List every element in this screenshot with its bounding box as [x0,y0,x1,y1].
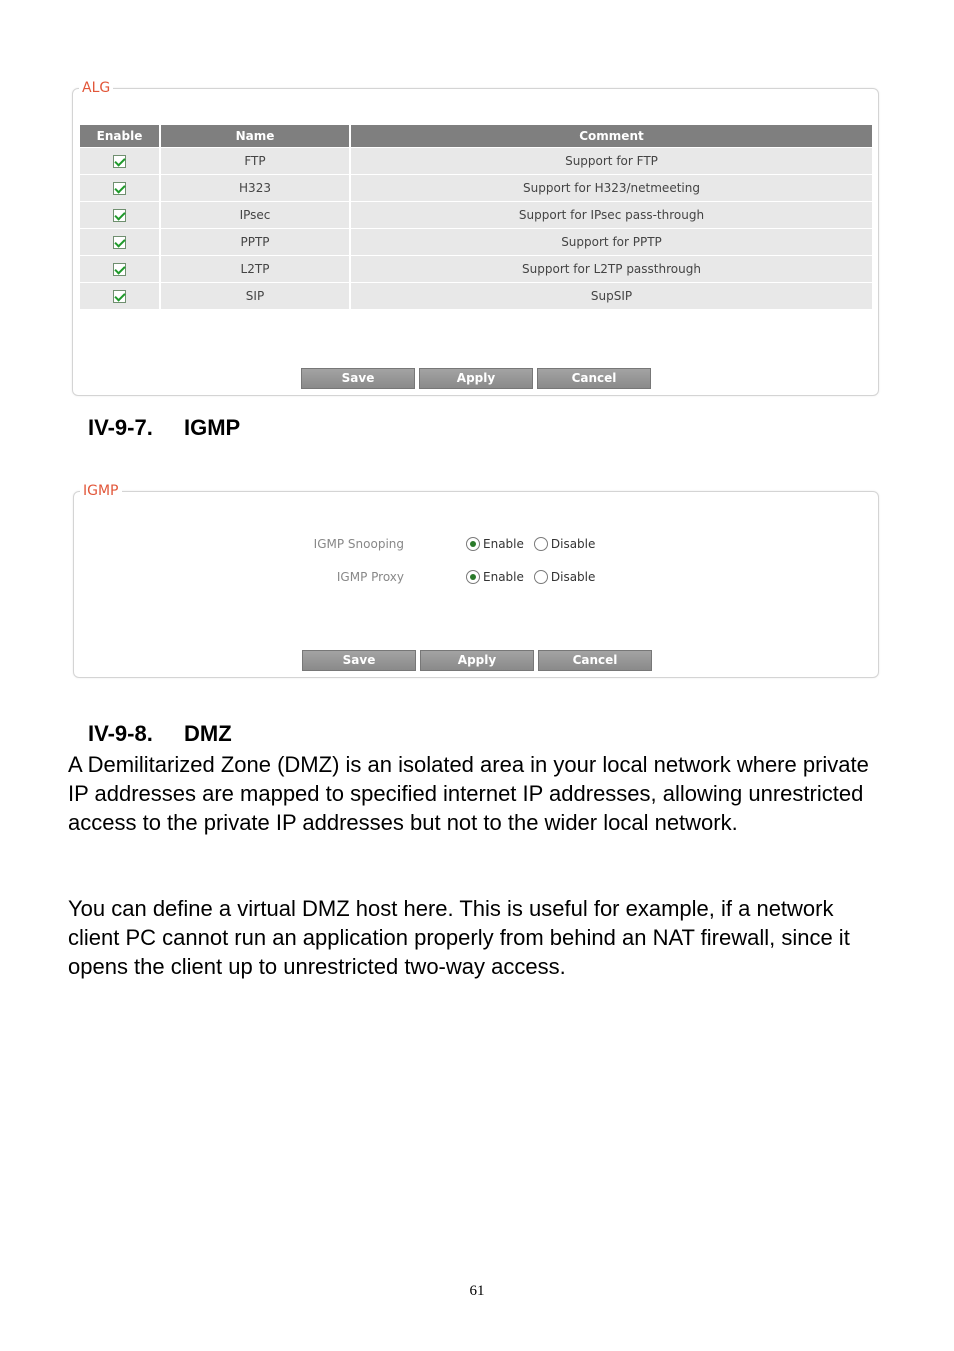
table-row [80,147,872,174]
alg-name: IPsec [160,201,350,228]
igmp-proxy-disable-label: Disable [550,570,596,584]
alg-apply-button[interactable]: Apply [419,368,533,389]
igmp-proxy-radio-group [466,570,605,584]
igmp-proxy-enable-label: Enable [483,570,524,584]
igmp-snooping-disable-radio[interactable] [534,537,548,551]
alg-cancel-button[interactable]: Cancel [537,368,651,389]
alg-header-row [80,125,872,147]
alg-table [80,125,872,310]
enable-checkbox[interactable] [113,236,126,249]
alg-comment: Support for PPTP [350,228,872,255]
dmz-section-heading [88,721,232,747]
enable-checkbox[interactable] [113,155,126,168]
alg-name: FTP [160,147,350,174]
alg-name: SIP [160,282,350,309]
igmp-save-button[interactable]: Save [302,650,416,671]
alg-save-button[interactable]: Save [301,368,415,389]
igmp-proxy-label: IGMP Proxy [336,570,404,584]
enable-checkbox[interactable] [113,290,126,303]
igmp-snooping-label: IGMP Snooping [313,537,404,551]
dmz-section-title: DMZ [184,721,232,746]
dmz-paragraph-2: You can define a virtual DMZ host here. This is useful for example, if a network client PC cannot run an application properly from behind an NAT firewall, since it opens the client up to unrestricted two-way access. [68,896,850,979]
dmz-section-number: IV-9-8. [88,721,153,746]
enable-checkbox[interactable] [113,209,126,222]
igmp-proxy-enable-radio[interactable] [466,570,480,584]
page-number: 61 [469,1283,485,1299]
table-row [80,174,872,201]
alg-button-row [301,368,651,389]
enable-checkbox[interactable] [113,182,126,195]
table-row [80,228,872,255]
alg-comment: Support for L2TP passthrough [350,255,872,282]
igmp-section-title: IGMP [184,415,241,440]
igmp-apply-button[interactable]: Apply [420,650,534,671]
alg-legend: ALG [79,79,113,97]
igmp-button-row [302,650,652,671]
igmp-cancel-button[interactable]: Cancel [538,650,652,671]
igmp-section-number: IV-9-7. [88,415,153,440]
igmp-legend: IGMP [80,482,122,500]
column-header-enable: Enable [80,125,160,147]
alg-comment: Support for IPsec pass-through [350,201,872,228]
table-row [80,201,872,228]
alg-name: L2TP [160,255,350,282]
igmp-snooping-enable-label: Enable [483,537,524,551]
igmp-snooping-enable-radio[interactable] [466,537,480,551]
alg-comment: SupSIP [350,282,872,309]
igmp-snooping-disable-label: Disable [550,537,596,551]
table-row [80,282,872,309]
table-row [80,255,872,282]
alg-comment: Support for FTP [350,147,872,174]
column-header-name: Name [160,125,350,147]
igmp-section-heading [88,415,240,441]
enable-checkbox[interactable] [113,263,126,276]
alg-panel [72,80,879,396]
alg-name: PPTP [160,228,350,255]
igmp-snooping-radio-group [466,537,605,551]
column-header-comment: Comment [350,125,872,147]
alg-comment: Support for H323/netmeeting [350,174,872,201]
igmp-panel [73,483,879,678]
igmp-proxy-disable-radio[interactable] [534,570,548,584]
alg-name: H323 [160,174,350,201]
dmz-paragraph-1: A Demilitarized Zone (DMZ) is an isolated area in your local network where private IP addresses are mapped to specified internet IP addresses, allowing unrestricted access to the private IP addresses but not to the wider local network. [68,752,869,835]
